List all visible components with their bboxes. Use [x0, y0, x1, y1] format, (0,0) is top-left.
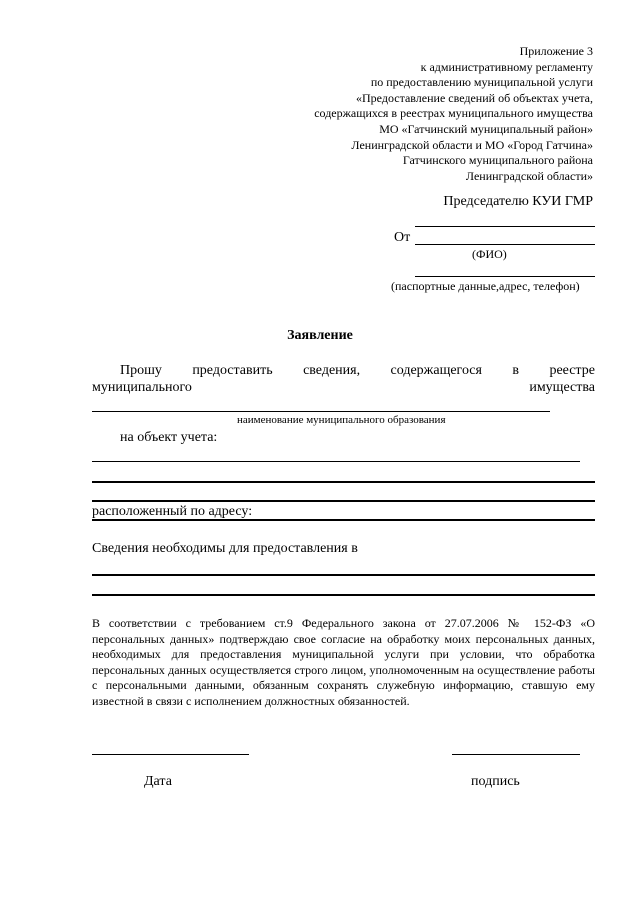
request-word: Прошу: [120, 363, 162, 378]
addressee-blank-line[interactable]: [415, 226, 595, 227]
object-input-line-2[interactable]: [92, 481, 595, 483]
purpose-input-line-1[interactable]: [92, 574, 595, 576]
municipality-caption: наименование муниципального образования: [237, 414, 446, 426]
document-title: Заявление: [287, 328, 353, 343]
fio-input-line[interactable]: [415, 244, 595, 245]
appendix-line: Гатчинского муниципального района: [402, 153, 593, 168]
appendix-line: Ленинградской области и МО «Город Гатчина»: [351, 137, 593, 152]
appendix-line: содержащихся в реестрах муниципального имущества: [314, 106, 593, 121]
passport-input-line[interactable]: [415, 276, 595, 277]
request-word: сведения,: [303, 363, 361, 378]
request-word: предоставить: [192, 363, 273, 378]
address-input-line[interactable]: [92, 519, 595, 521]
appendix-line: к административному регламенту: [420, 59, 593, 74]
request-word: в: [512, 363, 520, 378]
date-label: Дата: [144, 774, 172, 789]
request-word: содержащегося: [390, 363, 482, 378]
request-word: реестре: [549, 363, 595, 378]
purpose-input-line-2[interactable]: [92, 594, 595, 596]
request-line-1: [92, 363, 595, 379]
signature-label: подпись: [471, 774, 520, 789]
from-label: От: [394, 230, 411, 245]
request-word: муниципального: [92, 380, 192, 395]
date-input-line[interactable]: [92, 754, 249, 755]
address-label: расположенный по адресу:: [92, 504, 253, 519]
appendix-line: Приложение 3: [519, 44, 593, 58]
fio-label: (ФИО): [472, 247, 507, 261]
appendix-line: по предоставлению муниципальной услуги: [370, 75, 593, 90]
consent-paragraph: В соответствии с требованием ст.9 Федерального закона от 27.07.2006 № 152-ФЗ «О персональных данных» подтверждаю свое согласие на обработку моих персональных данных, необходимых для предоставления муниципальной услуги при условии, что обработка персональных данных осуществляется строго лицом, уполномоченным на осуществление работы с персональными данными, обязанным сохранять служебную информацию, ставшую ему известной в связи с исполнением должностных обязанностей.: [92, 616, 595, 708]
object-input-line-1[interactable]: [92, 461, 580, 462]
appendix-line: «Предоставление сведений об объектах учета,: [356, 90, 593, 105]
passport-label: (паспортные данные,адрес, телефон): [391, 279, 580, 293]
object-input-line-3[interactable]: [92, 500, 595, 502]
signature-input-line[interactable]: [452, 754, 580, 755]
purpose-label: Сведения необходимы для предоставления в: [92, 541, 358, 556]
appendix-line: Ленинградской области»: [465, 168, 593, 183]
appendix-line: МО «Гатчинский муниципальный район»: [379, 121, 593, 136]
request-word: имущества: [529, 380, 595, 395]
addressee: Председателю КУИ ГМР: [443, 194, 593, 209]
municipality-input-line[interactable]: [92, 411, 550, 412]
request-line-2: [92, 380, 595, 396]
object-label: на объект учета:: [120, 430, 218, 445]
appendix-header: [314, 44, 593, 184]
